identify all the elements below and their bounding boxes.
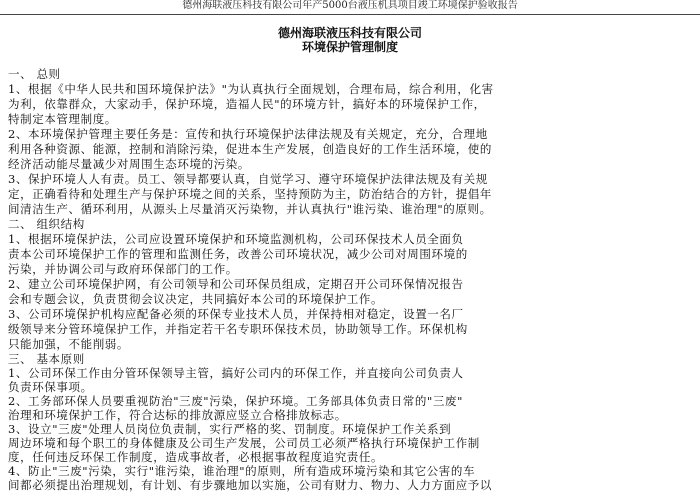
body-line: 治理和环境保护工作，符合达标的排放源应竖立合格排放标志。 — [8, 408, 347, 422]
body-line: 负责环保事项。 — [8, 380, 93, 394]
body-line: 会和专题会议，负责贯彻会议决定，共同搞好本公司的环境保护工作。 — [8, 292, 384, 306]
body-line: 定，正确看待和处理生产与保护环境之间的关系，坚持预防为主，防治结合的方针，提倡年 — [8, 187, 492, 201]
body-line: 1、根据《中华人民共和国环境保护法》"为认真执行全面规划，合理布局，综合利用，化害 — [8, 82, 494, 96]
body-line: 1、公司环保工作由分管环保领导主管，搞好公司内的环保工作，并直接向公司负责人 — [8, 366, 464, 380]
page-header: 德州海联液压科技有限公司年产5000台液压机具项目竣工环境保护验收报告 — [0, 0, 700, 15]
body-line: 1、根据环境保护法，公司应设置环境保护和环境监测机构，公司环保技术人员全面负 — [8, 232, 464, 246]
body-line: 3、设立"三废"处理人员岗位负责制，实行严格的奖、罚制度。环境保护工作关系到 — [8, 422, 452, 436]
body-line: 级领导来分管环境保护工作，并指定若干名专职环保技术员，协助领导工作。环保机构 — [8, 322, 468, 336]
section-heading: 二、 组织结构 — [8, 217, 85, 231]
body-line: 污染，并协调公司与政府环保部门的工作。 — [8, 262, 238, 276]
section-heading: 一、 总则 — [8, 67, 61, 81]
body-line: 3、公司环境保护机构应配备必须的环保专业技术人员，并保持相对稳定，设置一名厂 — [8, 307, 464, 321]
body-line: 度，任何违反环保工作制度，造成事故者，必根据事故程度追究责任。 — [8, 450, 384, 464]
body-line: 4、防止"三废"污染，实行"谁污染，谁治理"的原则，所有造成环境污染和其它公害的车 — [8, 464, 476, 478]
body-line: 利用各种资源、能源，控制和消除污染，促进本生产发展，创造良好的工作生活环境，使的 — [8, 142, 492, 156]
body-line: 2、工务部环保人员要重视防治"三废"污染，保护环境。工务部具体负责日常的"三废" — [8, 394, 463, 408]
section-heading: 三、 基本原则 — [8, 352, 85, 366]
body-line: 责本公司环境保护工作的管理和监测任务，改善公司环境状况，减少公司对周围环境的 — [8, 247, 468, 261]
body-line: 间清洁生产、循环利用，从源头上尽量消灭污染物，并认真执行"谁污染、谁治理"的原则。 — [8, 202, 492, 216]
body-line: 只能加强，不能削弱。 — [8, 337, 129, 351]
body-line: 周边环境和每个职工的身体健康及公司生产发展，公司员工必须严格执行环境保护工作制 — [8, 436, 480, 450]
body-line: 间都必须提出治理规划，有计划、有步骤地加以实施，公司有财力、物力、人力方面应予以 — [8, 478, 492, 492]
document-title: 环境保护管理制度 — [301, 40, 398, 54]
body-line: 2、本环境保护管理主要任务是：宣传和执行环境保护法律法规及有关规定，充分，合理地 — [8, 127, 488, 141]
body-line: 为利，依靠群众，大家动手，保护环境，造福人民"的环境方针，搞好本的环境保护工作， — [8, 97, 486, 111]
body-line: 特制定本管理制度。 — [8, 112, 117, 126]
body-line: 2、建立公司环境保护网，有公司领导和公司环保员组成，定期召开公司环保情况报告 — [8, 277, 464, 291]
company-title: 德州海联液压科技有限公司 — [277, 26, 422, 40]
body-line: 3、保护环境人人有责。员工、领导都要认真，自觉学习、遵守环境保护法律法规及有关规 — [8, 172, 488, 186]
body-line: 经济活动能尽量减少对周围生态环境的污染。 — [8, 157, 250, 171]
